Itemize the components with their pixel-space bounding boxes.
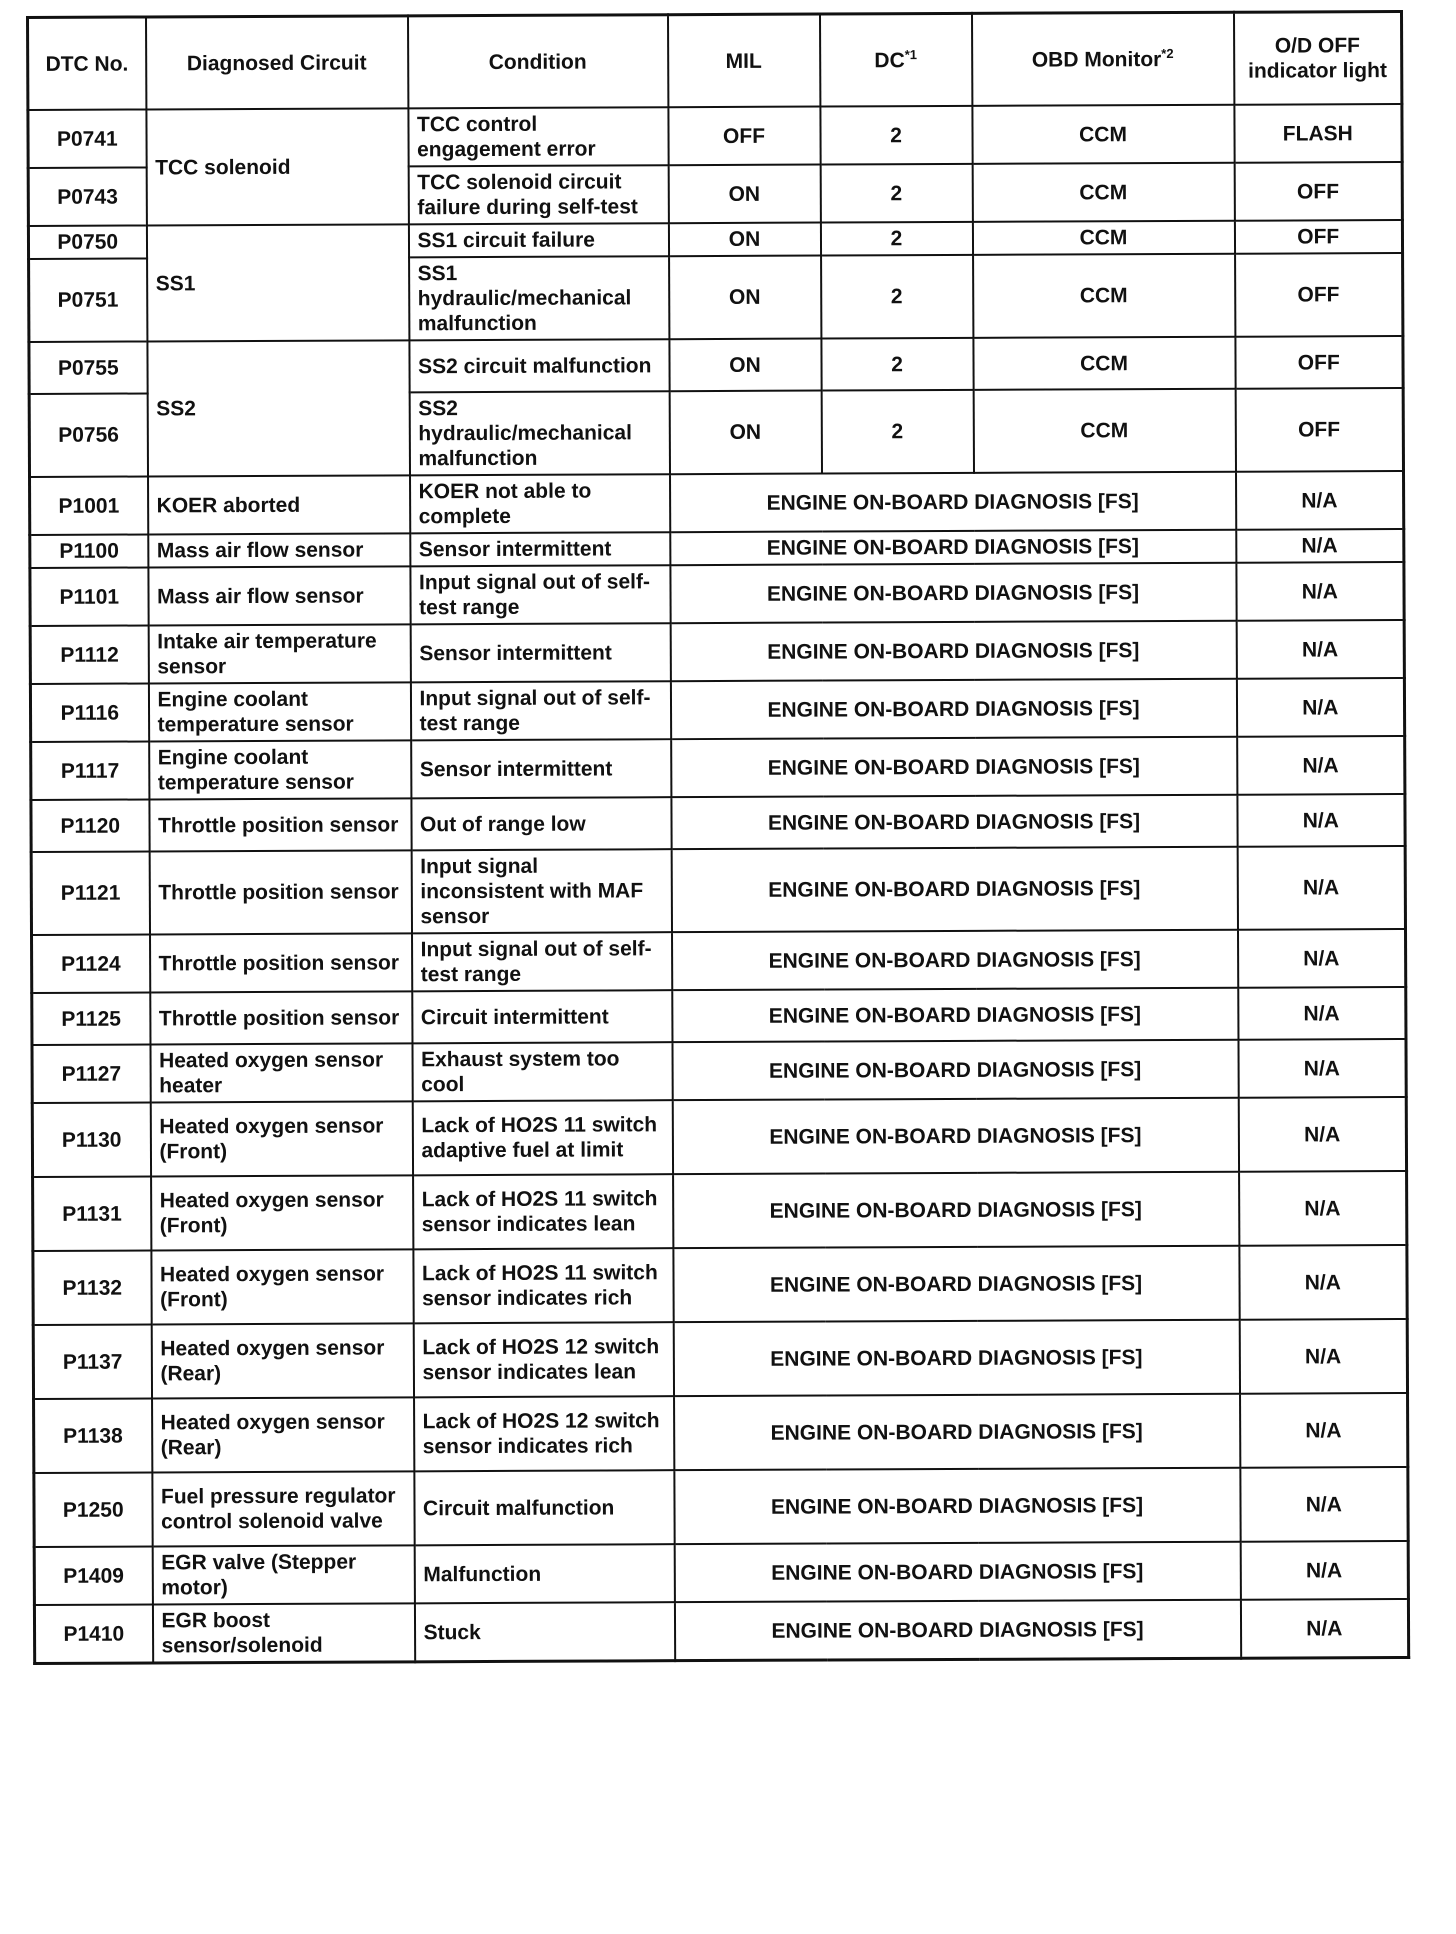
condition: Sensor intermittent [410, 623, 670, 682]
od-off-indicator: FLASH [1234, 104, 1402, 163]
dc-value: 2 [821, 255, 973, 339]
od-off-indicator: OFF [1234, 162, 1402, 221]
reference-link: ENGINE ON-BOARD DIAGNOSIS [FS] [674, 1542, 1240, 1602]
dtc-code: P1121 [31, 851, 149, 935]
header-mil: MIL [668, 14, 820, 107]
diagnosed-circuit: Heated oxygen sensor (Rear) [151, 1323, 413, 1398]
header-dc-note: *1 [904, 46, 918, 62]
condition: KOER not able to complete [410, 474, 670, 533]
reference-link: ENGINE ON-BOARD DIAGNOSIS [FS] [671, 737, 1237, 797]
od-off-indicator: N/A [1237, 846, 1405, 930]
condition: TCC control engagement error [408, 107, 668, 166]
diagnosed-circuit: Heated oxygen sensor (Front) [150, 1101, 412, 1176]
mil-status: ON [668, 165, 820, 224]
dtc-code: P1409 [34, 1546, 152, 1605]
table-row [32, 1097, 1406, 1177]
table-row [29, 336, 1403, 394]
reference-link: ENGINE ON-BOARD DIAGNOSIS [FS] [674, 1394, 1240, 1470]
od-off-indicator: N/A [1240, 1541, 1408, 1600]
diagnosed-circuit: EGR boost sensor/solenoid [152, 1603, 414, 1663]
table-row [33, 1171, 1407, 1251]
obd-monitor: CCM [973, 389, 1235, 473]
dtc-code: P1101 [30, 567, 148, 626]
table-row [34, 1541, 1408, 1605]
diagnosed-circuit: Throttle position sensor [150, 991, 412, 1044]
table-row [31, 736, 1405, 800]
header-obd: OBD Monitor [1031, 47, 1162, 72]
reference-link: ENGINE ON-BOARD DIAGNOSIS [FS] [670, 530, 1236, 565]
reference-link: ENGINE ON-BOARD DIAGNOSIS [FS] [670, 472, 1236, 532]
diagnosed-circuit: Intake air temperature sensor [148, 624, 410, 683]
condition: Lack of HO2S 11 switch adaptive fuel at limit [412, 1100, 672, 1175]
reference-link: ENGINE ON-BOARD DIAGNOSIS [FS] [673, 1172, 1239, 1248]
od-off-indicator: N/A [1237, 794, 1405, 847]
dtc-code: P1117 [31, 741, 149, 800]
condition: Circuit intermittent [412, 990, 672, 1043]
table-row [32, 929, 1406, 993]
condition: Input signal out of self-test range [412, 932, 672, 991]
dc-value: 2 [821, 390, 973, 474]
condition: Lack of HO2S 12 switch sensor indicates rich [414, 1396, 674, 1471]
dtc-code: P1127 [32, 1044, 150, 1103]
diagnosed-circuit: Heated oxygen sensor (Rear) [152, 1397, 414, 1472]
table-row [28, 104, 1402, 168]
condition: Lack of HO2S 11 switch sensor indicates lean [413, 1174, 673, 1249]
condition: Input signal out of self-test range [410, 681, 670, 740]
header-condition: Condition [408, 15, 668, 109]
obd-monitor: CCM [972, 221, 1234, 255]
od-off-indicator: OFF [1235, 388, 1403, 472]
condition: SS2 circuit malfunction [409, 339, 669, 392]
obd-monitor: CCM [973, 254, 1235, 338]
condition: Out of range low [411, 797, 671, 850]
od-off-indicator: N/A [1238, 1097, 1406, 1172]
table-row [31, 846, 1405, 935]
dtc-code: P1116 [30, 683, 148, 742]
diagnosed-circuit: Engine coolant temperature sensor [149, 740, 411, 799]
diagnosed-circuit: KOER aborted [148, 475, 410, 534]
table-row [30, 562, 1404, 626]
od-off-indicator: N/A [1240, 1393, 1408, 1468]
table-row [30, 678, 1404, 742]
header-od: O/D OFF indicator light [1233, 11, 1401, 104]
diagnosed-circuit: Heated oxygen sensor (Front) [151, 1249, 413, 1324]
condition: Circuit malfunction [414, 1470, 674, 1545]
dc-value: 2 [820, 106, 972, 165]
od-off-indicator: OFF [1235, 253, 1403, 337]
dtc-code: P1138 [34, 1398, 152, 1473]
diagnosed-circuit: Throttle position sensor [149, 798, 411, 851]
mil-status: ON [669, 391, 821, 475]
header-obd-cell [971, 12, 1233, 106]
table-row [33, 1319, 1407, 1399]
mil-status: ON [669, 339, 821, 392]
dtc-code: P1001 [30, 476, 148, 535]
table-row [34, 1599, 1408, 1663]
diagnosed-circuit: Heated oxygen sensor heater [150, 1043, 412, 1102]
diagnosed-circuit: Mass air flow sensor [148, 566, 410, 625]
diagnosed-circuit: SS1 [146, 224, 409, 341]
dtc-code: P1124 [32, 934, 150, 993]
dtc-code: P1130 [32, 1102, 150, 1177]
od-off-indicator: N/A [1239, 1245, 1407, 1320]
reference-link: ENGINE ON-BOARD DIAGNOSIS [FS] [671, 847, 1237, 932]
dtc-code: P0741 [28, 109, 146, 168]
obd-monitor: CCM [972, 163, 1234, 222]
reference-link: ENGINE ON-BOARD DIAGNOSIS [FS] [670, 621, 1236, 681]
diagnosed-circuit: Engine coolant temperature sensor [148, 682, 410, 741]
diagnosed-circuit: Heated oxygen sensor (Front) [151, 1175, 413, 1250]
reference-link: ENGINE ON-BOARD DIAGNOSIS [FS] [672, 1098, 1238, 1174]
header-dc: DC [874, 48, 905, 72]
dc-value: 2 [821, 338, 973, 391]
dtc-code: P1100 [30, 534, 148, 568]
od-off-indicator: OFF [1235, 336, 1403, 389]
od-off-indicator: N/A [1237, 736, 1405, 795]
condition: SS1 circuit failure [408, 223, 668, 257]
reference-link: ENGINE ON-BOARD DIAGNOSIS [FS] [670, 563, 1236, 623]
dtc-code: P0750 [28, 225, 146, 259]
dc-value: 2 [820, 222, 972, 256]
reference-link: ENGINE ON-BOARD DIAGNOSIS [FS] [670, 679, 1236, 739]
table-row [32, 1039, 1406, 1103]
dtc-code: P1125 [32, 992, 150, 1045]
diagnosed-circuit: SS2 [147, 340, 410, 476]
od-off-indicator: OFF [1234, 220, 1402, 254]
diagnosed-circuit: Throttle position sensor [150, 933, 412, 992]
od-off-indicator: N/A [1237, 929, 1405, 988]
condition: Input signal out of self-test range [410, 565, 670, 624]
od-off-indicator: N/A [1236, 678, 1404, 737]
diagnosed-circuit: TCC solenoid [146, 108, 409, 225]
dtc-code: P0743 [28, 167, 146, 226]
table-row [34, 1467, 1408, 1547]
dtc-code: P1120 [31, 799, 149, 852]
reference-link: ENGINE ON-BOARD DIAGNOSIS [FS] [672, 988, 1238, 1042]
table-row [30, 620, 1404, 684]
dtc-code: P1137 [33, 1324, 151, 1399]
header-row [28, 11, 1402, 109]
condition: Sensor intermittent [410, 532, 670, 566]
dtc-table-sheet [26, 16, 1400, 1665]
reference-link: ENGINE ON-BOARD DIAGNOSIS [FS] [673, 1246, 1239, 1322]
mil-status: OFF [668, 107, 820, 166]
od-off-indicator: N/A [1240, 1599, 1408, 1658]
dtc-table [26, 10, 1410, 1665]
diagnosed-circuit: Throttle position sensor [149, 850, 411, 934]
reference-link: ENGINE ON-BOARD DIAGNOSIS [FS] [671, 795, 1237, 849]
obd-monitor: CCM [972, 105, 1234, 164]
od-off-indicator: N/A [1239, 1171, 1407, 1246]
dtc-code: P0755 [29, 341, 147, 394]
header-dtc: DTC No. [28, 17, 146, 110]
table-body [28, 104, 1409, 1663]
dtc-code: P1410 [34, 1604, 152, 1663]
header-dc-cell [819, 13, 971, 106]
od-off-indicator: N/A [1236, 620, 1404, 679]
header-circuit: Diagnosed Circuit [146, 16, 408, 110]
condition: SS2 hydraulic/mechanical malfunction [409, 391, 669, 475]
reference-link: ENGINE ON-BOARD DIAGNOSIS [FS] [672, 1040, 1238, 1100]
od-off-indicator: N/A [1240, 1467, 1408, 1542]
condition: Stuck [414, 1602, 674, 1662]
condition: Input signal inconsistent with MAF sensor [411, 849, 671, 933]
reference-link: ENGINE ON-BOARD DIAGNOSIS [FS] [674, 1468, 1240, 1544]
table-row [30, 471, 1404, 535]
header-obd-note: *2 [1161, 45, 1174, 61]
reference-link: ENGINE ON-BOARD DIAGNOSIS [FS] [672, 930, 1238, 990]
mil-status: ON [669, 256, 821, 340]
od-off-indicator: N/A [1238, 1039, 1406, 1098]
od-off-indicator: N/A [1236, 471, 1404, 530]
table-row [33, 1245, 1407, 1325]
obd-monitor: CCM [973, 337, 1235, 390]
table-row [34, 1393, 1408, 1473]
condition: SS1 hydraulic/mechanical malfunction [409, 256, 669, 340]
table-row [32, 987, 1406, 1045]
dtc-code: P1250 [34, 1472, 152, 1547]
diagnosed-circuit: Fuel pressure regulator control solenoid valve [152, 1471, 414, 1546]
mil-status: ON [668, 223, 820, 257]
table-row [31, 794, 1405, 852]
od-off-indicator: N/A [1236, 562, 1404, 621]
reference-link: ENGINE ON-BOARD DIAGNOSIS [FS] [673, 1320, 1239, 1396]
condition: Lack of HO2S 12 switch sensor indicates lean [413, 1322, 673, 1397]
reference-link: ENGINE ON-BOARD DIAGNOSIS [FS] [674, 1600, 1240, 1661]
condition: Exhaust system too cool [412, 1042, 672, 1101]
dtc-code: P1132 [33, 1250, 151, 1325]
condition: TCC solenoid circuit failure during self-test [408, 165, 668, 224]
dtc-code: P1112 [30, 625, 148, 684]
dc-value: 2 [820, 164, 972, 223]
diagnosed-circuit: EGR valve (Stepper motor) [152, 1545, 414, 1604]
condition: Lack of HO2S 11 switch sensor indicates rich [413, 1248, 673, 1323]
od-off-indicator: N/A [1239, 1319, 1407, 1394]
dtc-code: P0756 [29, 393, 147, 477]
od-off-indicator: N/A [1238, 987, 1406, 1040]
condition: Malfunction [414, 1544, 674, 1603]
dtc-code: P1131 [33, 1176, 151, 1251]
od-off-indicator: N/A [1236, 529, 1404, 563]
dtc-code: P0751 [29, 258, 147, 342]
diagnosed-circuit: Mass air flow sensor [148, 533, 410, 567]
condition: Sensor intermittent [411, 739, 671, 798]
